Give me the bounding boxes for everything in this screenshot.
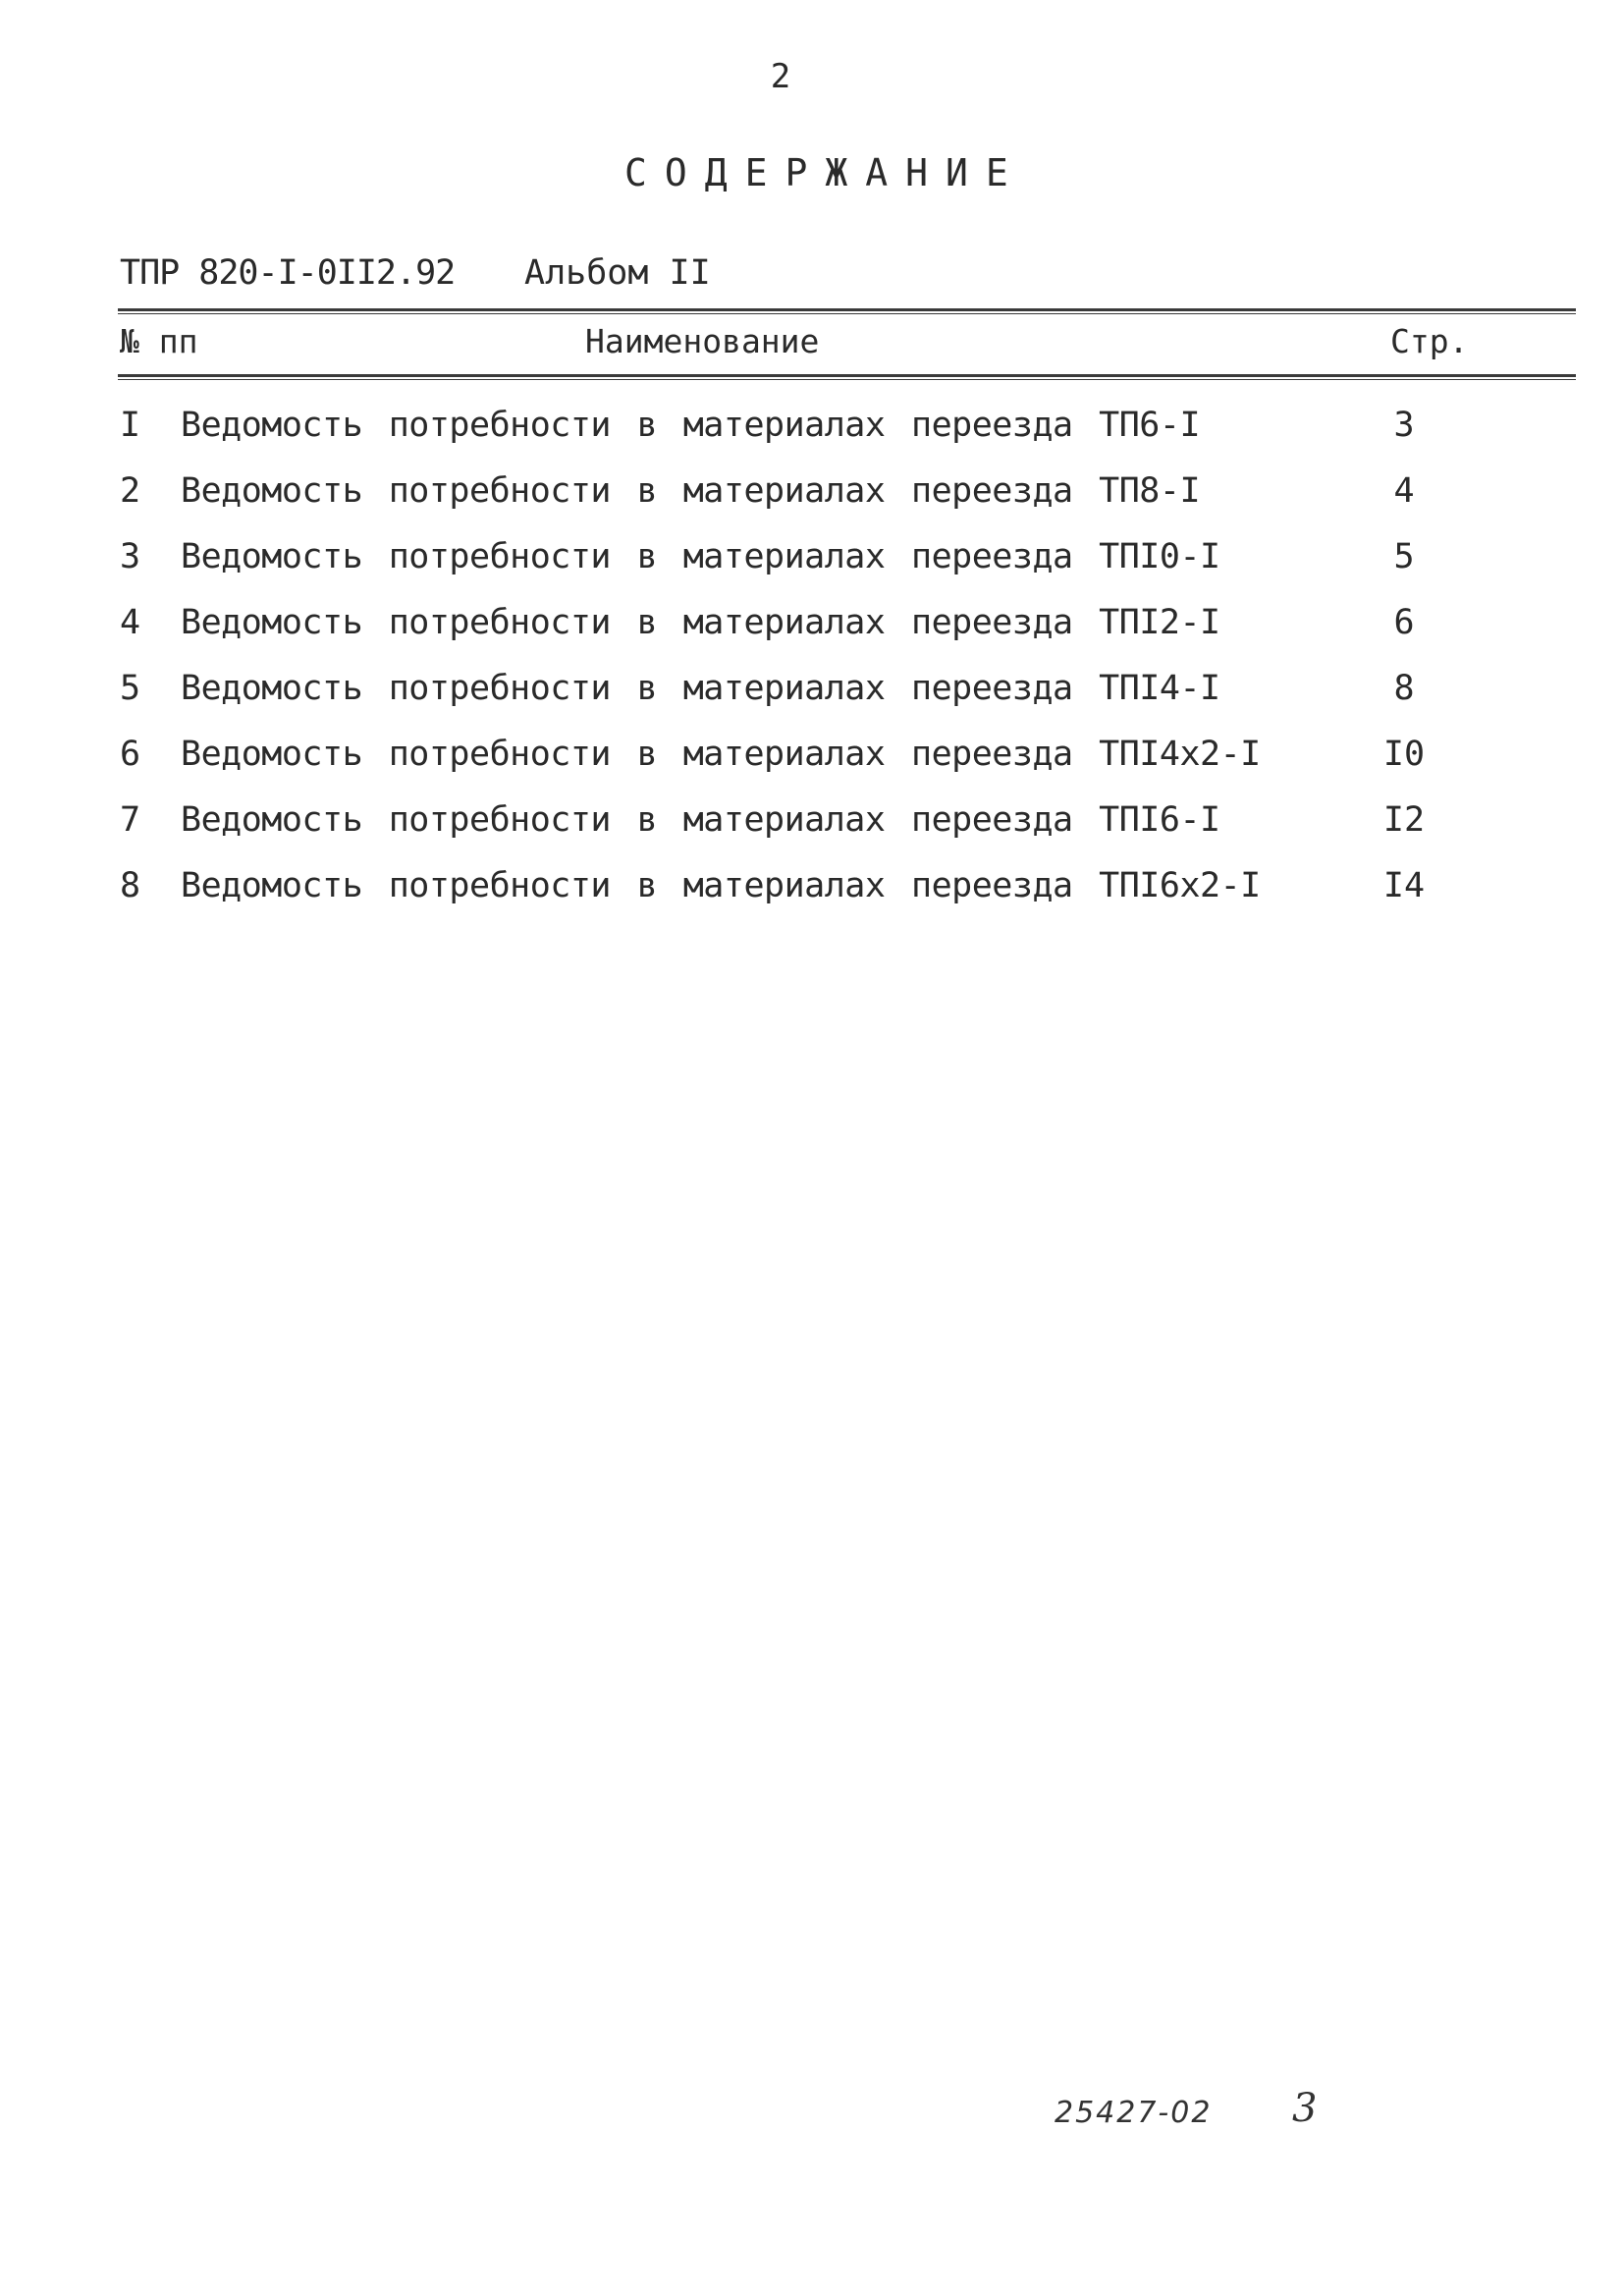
table-row — [0, 598, 1623, 664]
column-header-number: № пп — [120, 322, 198, 360]
row-number: 6 — [120, 735, 141, 774]
row-page: 6 — [1393, 603, 1415, 642]
row-page: I4 — [1382, 866, 1426, 905]
row-name: Ведомость потребности в материалах переезда ТПI6-I — [181, 800, 1220, 840]
table-row — [0, 532, 1623, 598]
row-name: Ведомость потребности в материалах переезда ТПI4х2-I — [181, 735, 1261, 774]
table-top-rule — [118, 308, 1576, 311]
document-title: СОДЕРЖАНИЕ — [624, 151, 1026, 194]
row-number: 4 — [120, 603, 141, 642]
document-code: ТПР 820-I-0II2.92 — [120, 253, 456, 293]
table-top-rule-thin — [118, 313, 1576, 314]
table-row — [0, 664, 1623, 730]
row-name: Ведомость потребности в материалах переезда ТП6-I — [181, 406, 1201, 445]
row-page: 5 — [1393, 537, 1415, 576]
row-number: 7 — [120, 800, 141, 840]
row-name: Ведомость потребности в материалах переезда ТПI6х2-I — [181, 866, 1261, 905]
row-name: Ведомость потребности в материалах переезда ТПI0-I — [181, 537, 1220, 576]
contents-table — [0, 401, 1623, 927]
row-name: Ведомость потребности в материалах переезда ТП8-I — [181, 471, 1201, 511]
album-label: Альбом II — [524, 253, 711, 293]
column-header-page: Стр. — [1390, 322, 1469, 360]
row-page: I2 — [1382, 800, 1426, 840]
sheet-number: 3 — [1292, 2086, 1318, 2131]
row-number: 5 — [120, 669, 141, 708]
row-page: 3 — [1393, 406, 1415, 445]
row-number: I — [120, 406, 141, 445]
row-page: 4 — [1393, 471, 1415, 511]
page-number: 2 — [770, 57, 791, 96]
table-header-rule — [118, 374, 1576, 377]
row-number: 2 — [120, 471, 141, 511]
table-header-rule-thin — [118, 379, 1576, 380]
row-name: Ведомость потребности в материалах переезда ТПI4-I — [181, 669, 1220, 708]
row-name: Ведомость потребности в материалах переезда ТПI2-I — [181, 603, 1220, 642]
table-row — [0, 401, 1623, 466]
table-row — [0, 466, 1623, 532]
table-row — [0, 795, 1623, 861]
table-row — [0, 861, 1623, 927]
inventory-stamp: 25427-02 — [1055, 2096, 1213, 2130]
row-number: 3 — [120, 537, 141, 576]
column-header-name: Наименование — [585, 322, 820, 360]
row-page: I0 — [1382, 735, 1426, 774]
row-number: 8 — [120, 866, 141, 905]
table-row — [0, 730, 1623, 795]
row-page: 8 — [1393, 669, 1415, 708]
